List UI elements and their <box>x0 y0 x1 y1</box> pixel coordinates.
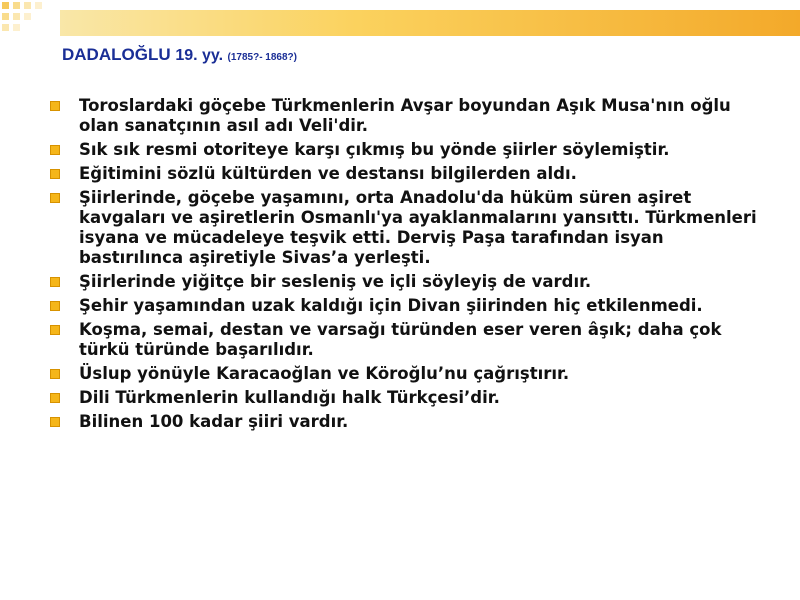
title-name: DADALOĞLU <box>62 45 176 64</box>
bullet-text: Dili Türkmenlerin kullandığı halk Türkçesi’dir. <box>79 388 500 407</box>
bullet-text: Koşma, semai, destan ve varsağı türünden eser veren âşık; daha çok türkü türünde başarılıdır. <box>79 320 722 359</box>
dot-decoration <box>24 2 31 9</box>
bullet-list <box>48 96 768 436</box>
bullet-text: Şiirlerinde yiğitçe bir sesleniş ve içli söyleyiş de vardır. <box>79 272 592 291</box>
slide-title <box>62 44 297 69</box>
square-bullet-icon <box>50 301 60 311</box>
square-bullet-icon <box>50 369 60 379</box>
bullet-text: Şiirlerinde, göçebe yaşamını, orta Anadolu'da hüküm süren aşiret kavgaları ve aşiretlerin Osmanlı'ya ayaklanmalarını yansıttı. Türkmenleri isyana ve mücadeleye teşvik etti. Derviş Paşa tarafından isyan bastırılınca aşiretiyle Sivas’a yerleşti. <box>79 188 757 267</box>
bullet-text: Eğitimini sözlü kültürden ve destansı bilgilerden aldı. <box>79 164 577 183</box>
header-bar-decoration <box>60 10 800 36</box>
dot-decoration <box>13 13 20 20</box>
bullet-text: Şehir yaşamından uzak kaldığı için Divan şiirinden hiç etkilenmedi. <box>79 296 703 315</box>
title-century: 19. yy. <box>175 47 228 64</box>
dot-decoration <box>24 13 31 20</box>
bullet-text: Bilinen 100 kadar şiiri vardır. <box>79 412 349 431</box>
dot-decoration <box>35 2 42 9</box>
square-bullet-icon <box>50 325 60 335</box>
square-bullet-icon <box>50 101 60 111</box>
bullet-item <box>48 96 768 136</box>
dot-decoration <box>13 2 20 9</box>
corner-dots-decoration <box>0 0 60 40</box>
bullet-item <box>48 188 768 268</box>
square-bullet-icon <box>50 277 60 287</box>
bullet-item <box>48 272 768 292</box>
bullet-text: Üslup yönüyle Karacaoğlan ve Köroğlu’nu çağrıştırır. <box>79 364 570 383</box>
bullet-item <box>48 296 768 316</box>
bullet-item <box>48 412 768 432</box>
square-bullet-icon <box>50 169 60 179</box>
square-bullet-icon <box>50 393 60 403</box>
bullet-item <box>48 140 768 160</box>
title-dates: (1785?- 1868?) <box>227 52 297 63</box>
bullet-item <box>48 388 768 408</box>
dot-decoration <box>2 13 9 20</box>
bullet-item <box>48 164 768 184</box>
square-bullet-icon <box>50 193 60 203</box>
dot-decoration <box>13 24 20 31</box>
bullet-text: Sık sık resmi otoriteye karşı çıkmış bu yönde şiirler söylemiştir. <box>79 140 670 159</box>
square-bullet-icon <box>50 145 60 155</box>
dot-decoration <box>2 24 9 31</box>
bullet-text: Toroslardaki göçebe Türkmenlerin Avşar boyundan Aşık Musa'nın oğlu olan sanatçının asıl adı Veli'dir. <box>79 96 731 135</box>
bullet-item <box>48 364 768 384</box>
bullet-item <box>48 320 768 360</box>
dot-decoration <box>2 2 9 9</box>
square-bullet-icon <box>50 417 60 427</box>
